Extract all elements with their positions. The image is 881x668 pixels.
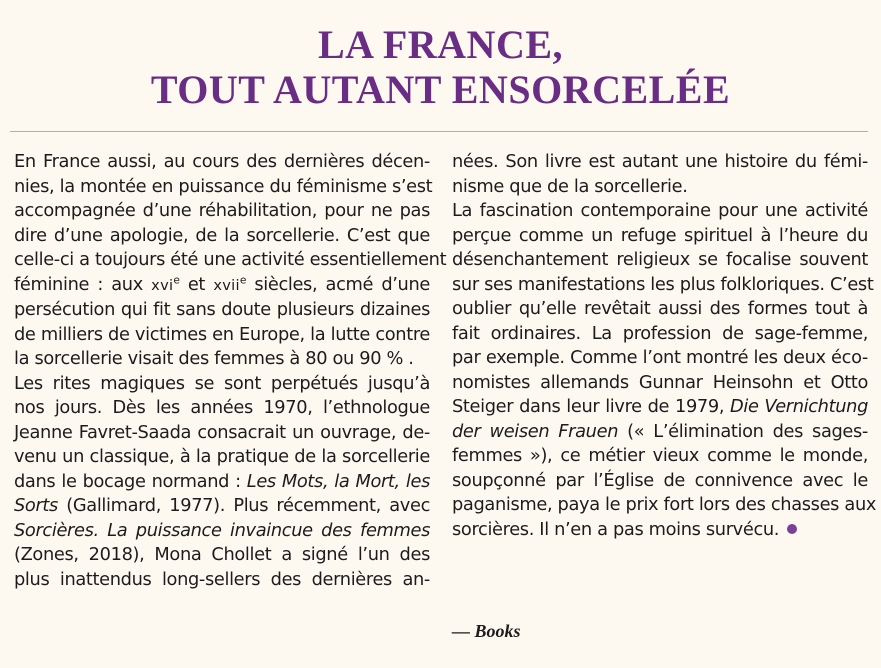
text-line: sur ses manifestations les plus folkloriques. C’est xyxy=(452,273,874,295)
body-column-left xyxy=(14,150,447,592)
title-line-1: LA FRANCE, xyxy=(317,22,564,67)
text-line: paganisme, paya le prix fort lors des chasses aux xyxy=(452,494,877,515)
text-line: nos jours. Dès les années 1970, l’ethnologue xyxy=(14,397,430,418)
text-fragment: Steiger dans leur livre de 1979, xyxy=(452,396,731,417)
superscript: e xyxy=(173,273,180,287)
body-column-right xyxy=(452,150,877,542)
source-credit: — Books xyxy=(452,621,521,641)
text-line: nées. Son livre est autant une histoire du fémi- xyxy=(452,151,868,172)
text-fragment: (Gallimard, 1977). Plus récemment, avec xyxy=(57,495,430,516)
text-line: celle-ci a toujours été une activité essentiellement xyxy=(14,249,447,270)
text-line: de milliers de victimes en Europe, la lutte contre xyxy=(14,323,430,345)
text-line: oublier qu’elle revêtait aussi des formes tout à xyxy=(452,298,868,319)
book-title: Sorts xyxy=(14,495,58,516)
text-line: venu un classique, à la pratique de la sorcellerie xyxy=(14,446,430,467)
text-line: dire d’une apologie, de la sorcellerie. C’est que xyxy=(14,224,430,246)
text-line xyxy=(452,395,868,420)
text-line xyxy=(14,494,430,519)
text-line: désenchantement religieux se focalise souvent xyxy=(452,249,868,270)
century-17: xvii xyxy=(213,276,240,294)
text-line: Les rites magiques se sont perpétués jusqu’à xyxy=(14,372,430,394)
text-fragment: sorcières. Il n’en a pas moins survécu. xyxy=(452,518,780,540)
text-line: plus inattendus long-sellers des dernières an- xyxy=(14,568,430,590)
text-line: nomistes allemands Gunnar Heinsohn et Otto xyxy=(452,371,868,393)
text-line xyxy=(14,470,430,495)
text-line: perçue comme un refuge spirituel à l’heure du xyxy=(452,224,868,246)
text-line: femmes »), ce métier vieux comme le monde, xyxy=(452,445,868,466)
title-line-2: TOUT AUTANT ENSORCELÉE xyxy=(150,67,731,112)
text-line: la sorcellerie visait des femmes à 80 ou 90 % . xyxy=(14,348,414,369)
text-line: soupçonné par l’Église de connivence avec le xyxy=(452,469,868,491)
title-divider xyxy=(10,131,868,132)
book-title: der weisen Frauen xyxy=(452,420,619,442)
book-title: Die Vernichtung xyxy=(730,396,868,417)
text-line: persécution qui fit sans doute plusieurs dizaines xyxy=(14,299,430,320)
end-of-article-dot-icon xyxy=(787,524,797,534)
text-line: par exemple. Comme l’ont montré les deux éco- xyxy=(452,347,868,368)
text-line xyxy=(14,519,430,544)
book-title: Sorcières. La puissance invaincue des femmes xyxy=(14,519,430,541)
text-line: accompagnée d’une réhabilitation, pour ne pas xyxy=(14,200,430,221)
text-line: nies, la montée en puissance du féminisme s’est xyxy=(14,175,433,197)
article-title xyxy=(0,22,881,112)
text-fragment: féminine : aux xyxy=(14,273,152,295)
century-16: xvi xyxy=(151,276,174,294)
text-line xyxy=(452,420,868,445)
text-line xyxy=(14,273,430,299)
text-fragment: et xyxy=(179,273,214,295)
text-fragment: siècles, acmé d’une xyxy=(246,273,430,295)
text-fragment: dans le bocage normand : xyxy=(14,470,247,492)
text-line: (Zones, 2018), Mona Chollet a signé l’un des xyxy=(14,544,430,565)
text-line: Jeanne Favret-Saada consacrait un ouvrage, de- xyxy=(14,421,430,443)
book-title: Les Mots, la Mort, les xyxy=(246,470,430,492)
text-line: La fascination contemporaine pour une activité xyxy=(452,200,868,221)
text-line: fait ordinaires. La profession de sage-femme, xyxy=(452,322,868,344)
text-line: nisme que de la sorcellerie. xyxy=(452,175,688,197)
text-line: En France aussi, au cours des dernières décen- xyxy=(14,151,430,172)
text-fragment: (« L’élimination des sages- xyxy=(618,420,868,442)
superscript: e xyxy=(239,273,247,287)
text-line xyxy=(452,518,868,543)
